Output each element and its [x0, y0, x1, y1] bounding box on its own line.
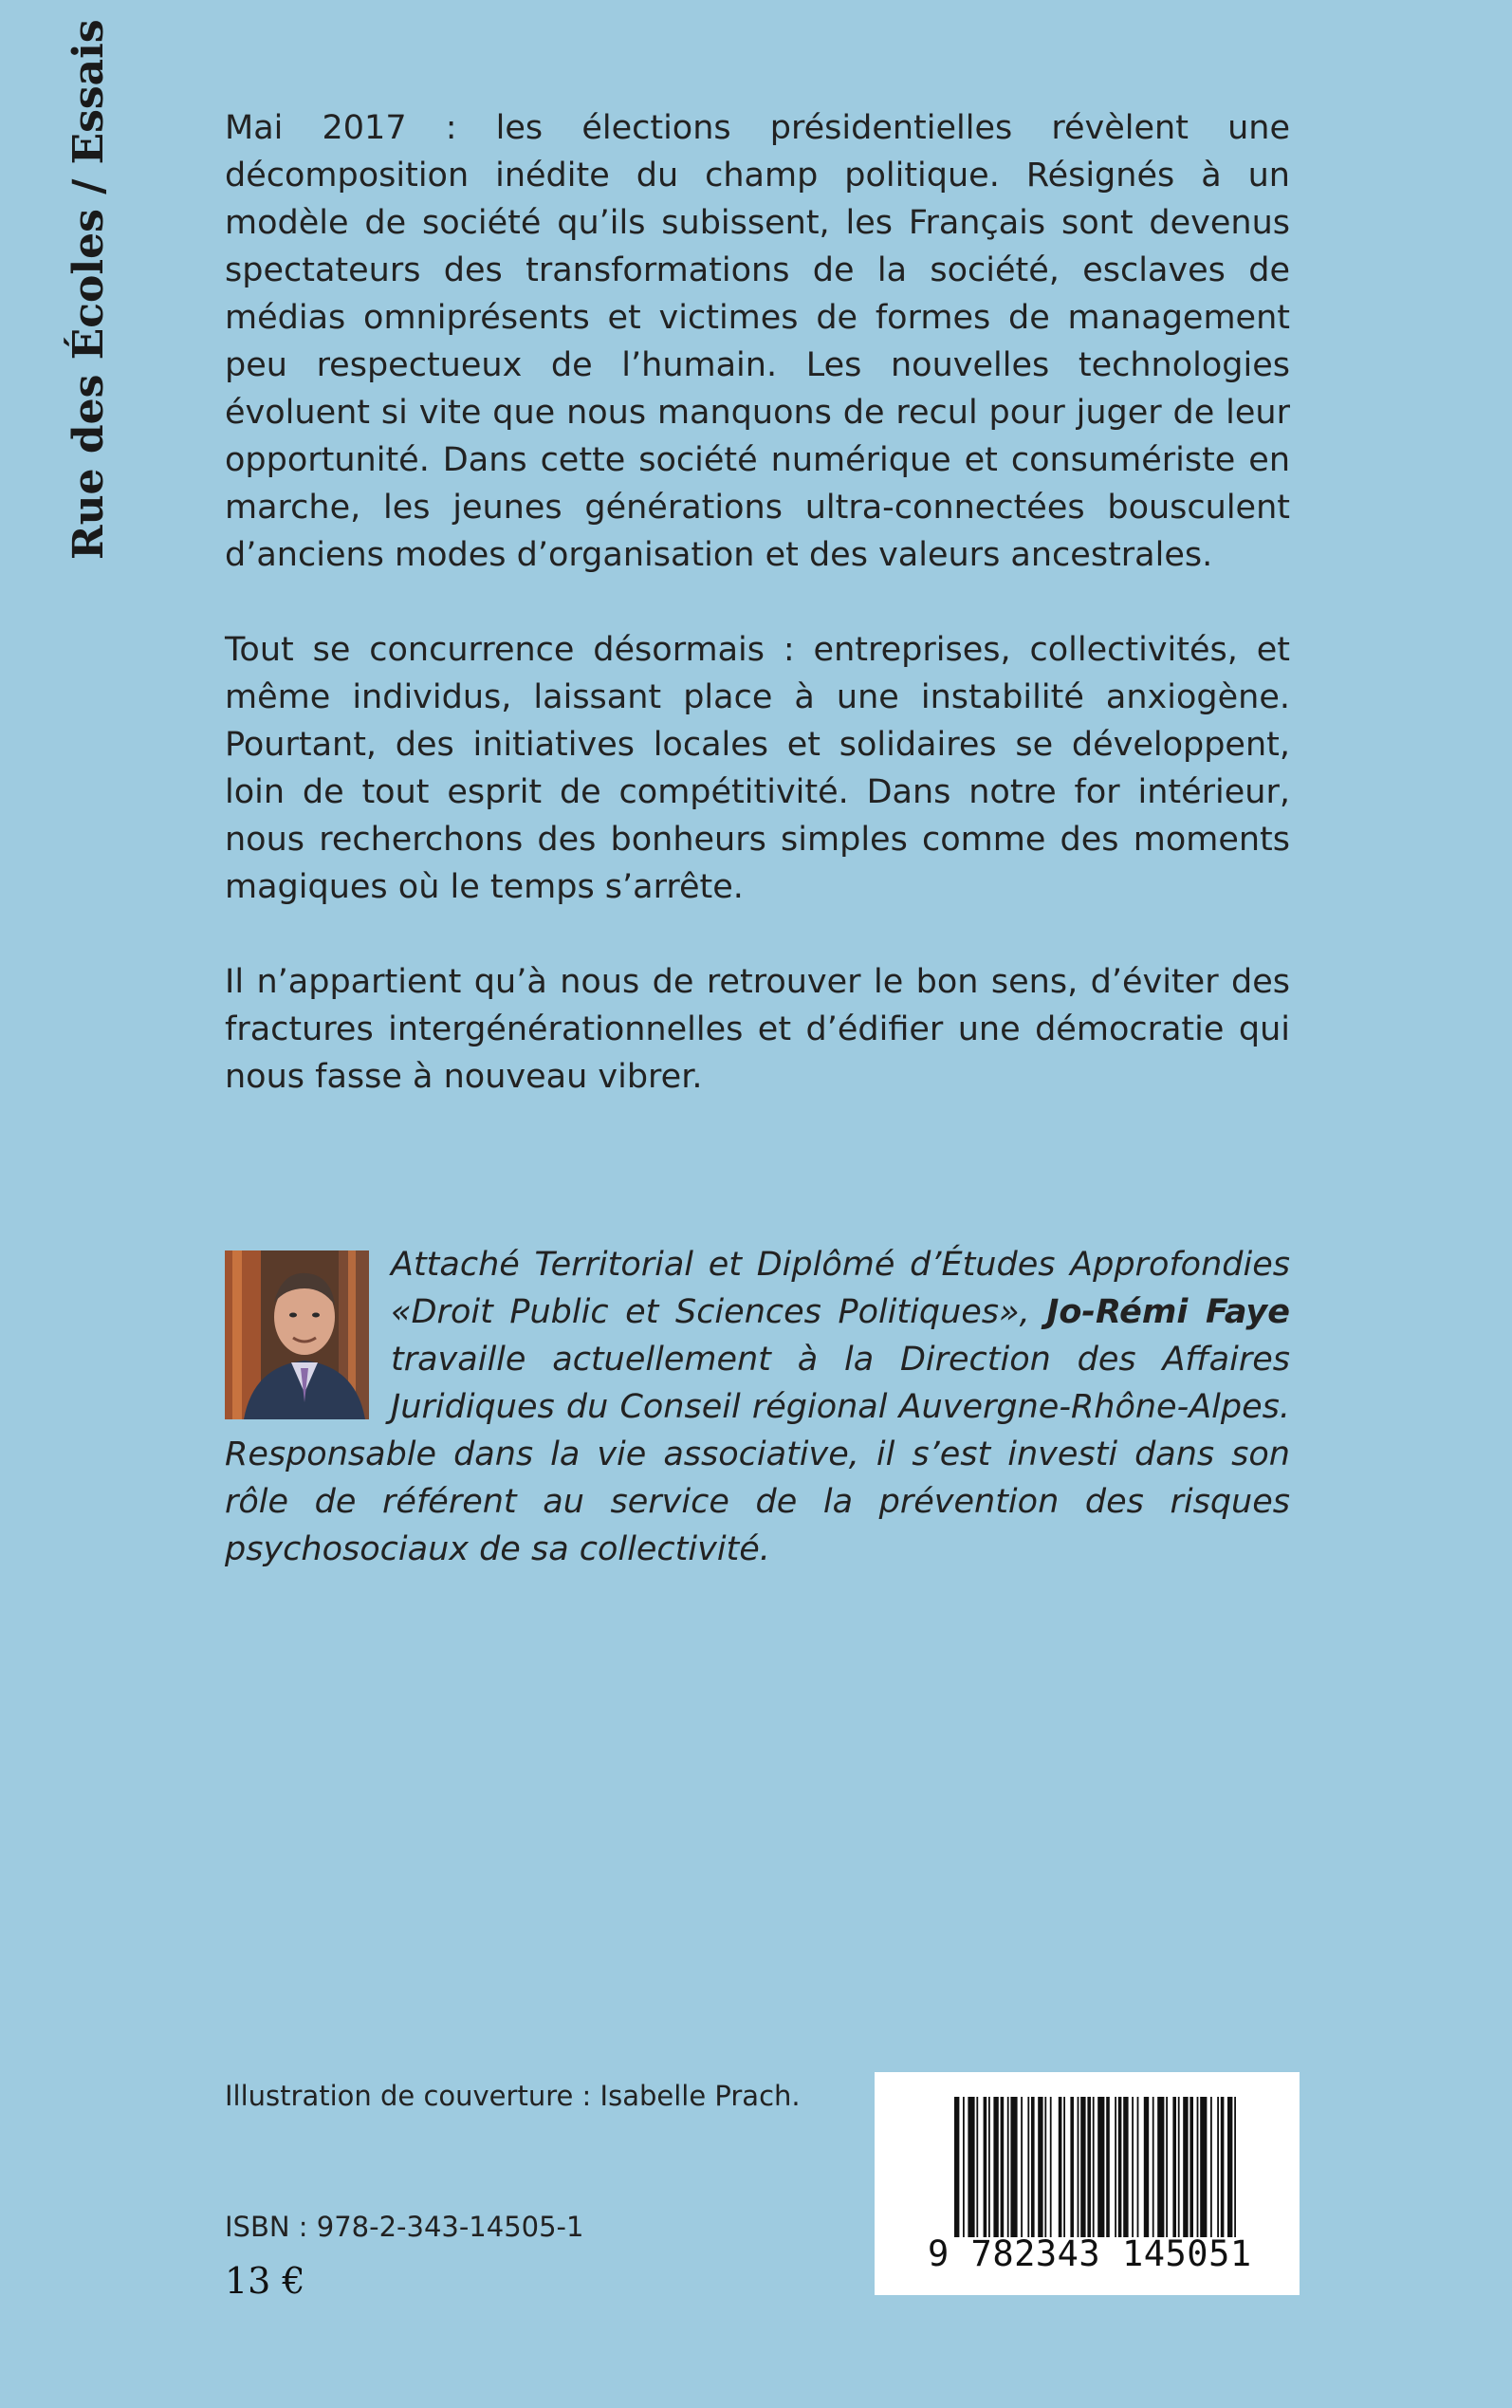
barcode-bar [1050, 2097, 1052, 2237]
barcode-bar [993, 2097, 998, 2237]
isbn: ISBN : 978-2-343-14505-1 [225, 2211, 584, 2243]
barcode-bars [954, 2097, 1239, 2237]
barcode-bar [1070, 2097, 1074, 2237]
barcode-bar [1157, 2097, 1164, 2237]
barcode [875, 2072, 1300, 2295]
barcode-bar [1144, 2097, 1149, 2237]
barcode-digits: 9 782343 145051 [928, 2233, 1252, 2274]
barcode-bar [1210, 2097, 1212, 2237]
barcode-bar [976, 2097, 978, 2237]
barcode-bar [1080, 2097, 1085, 2237]
barcode-bar [1221, 2097, 1225, 2237]
barcode-bar [1021, 2097, 1023, 2237]
series-title-vertical: Rue des Écoles / Essais [65, 19, 113, 560]
author-bio-intro: Attaché Territorial et Diplômé d’Études Approfondies «Droit Public et Sciences Politiques», [391, 1246, 1290, 1331]
barcode-bar [1178, 2097, 1180, 2237]
barcode-bar [984, 2097, 987, 2237]
barcode-bar [1172, 2097, 1176, 2237]
barcode-bar [1063, 2097, 1065, 2237]
barcode-bar [1010, 2097, 1017, 2237]
barcode-bar [1044, 2097, 1046, 2237]
barcode-bar [1166, 2097, 1168, 2237]
barcode-bar [988, 2097, 990, 2237]
barcode-bar [1078, 2097, 1079, 2237]
barcode-bar [1087, 2097, 1091, 2237]
barcode-bar [963, 2097, 965, 2237]
barcode-bar [968, 2097, 974, 2237]
summary-paragraph-2: Tout se concurrence désormais : entreprises, collectivités, et même individus, laissant place à une instabilité anxiogène. Pourtant, des initiatives locales et solidaires se développent, loin de tout esprit de compétitivité. Dans notre for intérieur, nous recherchons des bonheurs simples comme des moments magiques où le temps s’arrête. [225, 631, 1290, 906]
barcode-bar [1093, 2097, 1095, 2237]
price: 13 € [225, 2260, 305, 2302]
barcode-bar [1197, 2097, 1199, 2237]
barcode-bar [1217, 2097, 1219, 2237]
barcode-bar [1227, 2097, 1232, 2237]
barcode-bar [1132, 2097, 1134, 2237]
barcode-bar [1234, 2097, 1236, 2237]
barcode-bar [1115, 2097, 1116, 2237]
barcode-bar [1031, 2097, 1035, 2237]
barcode-bar [1200, 2097, 1207, 2237]
barcode-bar [1001, 2097, 1005, 2237]
cover-illustration-credit: Illustration de couverture : Isabelle Prach. [225, 2080, 801, 2112]
barcode-bar [1189, 2097, 1193, 2237]
barcode-bar [1118, 2097, 1122, 2237]
author-name: Jo-Rémi Faye [1046, 1293, 1290, 1331]
barcode-bar [1059, 2097, 1062, 2237]
barcode-bar [1097, 2097, 1104, 2237]
barcode-bar [1123, 2097, 1128, 2237]
barcode-bar [1183, 2097, 1188, 2237]
barcode-bar [1152, 2097, 1154, 2237]
barcode-bar [954, 2097, 959, 2237]
barcode-bar [1137, 2097, 1139, 2237]
summary-paragraph-1: Mai 2017 : les élections présidentielles révèlent une décomposition inédite du champ politique. Résignés à un modèle de société qu’ils subissent, les Français sont devenus spectateurs des transformations de la société, esclaves de médias omniprésents et victimes de formes de management peu respectueux de l’humain. Les nouvelles technologies évoluent si vite que nous manquons de recul pour juger de leur opportunité. Dans cette société numérique et consumériste en marche, les jeunes générations ultra-connectées bousculent d’anciens modes d’organisation et des valeurs ancestrales. [225, 109, 1290, 574]
author-bio [225, 1241, 1290, 1573]
barcode-bar [1038, 2097, 1042, 2237]
author-bio-text: travaille actuellement à la Direction des Affaires Juridiques du Conseil régional Auvergne-Rhône-Alpes. Responsable dans la vie associative, il s’est investi dans son rôle de référent au service de la prévention des risques psychosociaux de sa collectivité. [225, 1341, 1290, 1568]
barcode-bar [1007, 2097, 1009, 2237]
barcode-bar [1106, 2097, 1110, 2237]
barcode-bar [1027, 2097, 1029, 2237]
summary-paragraph-3: Il n’appartient qu’à nous de retrouver le bon sens, d’éviter des fractures intergénérationnelles et d’édifier une démocratie qui nous fasse à nouveau vibrer. [225, 963, 1290, 1096]
